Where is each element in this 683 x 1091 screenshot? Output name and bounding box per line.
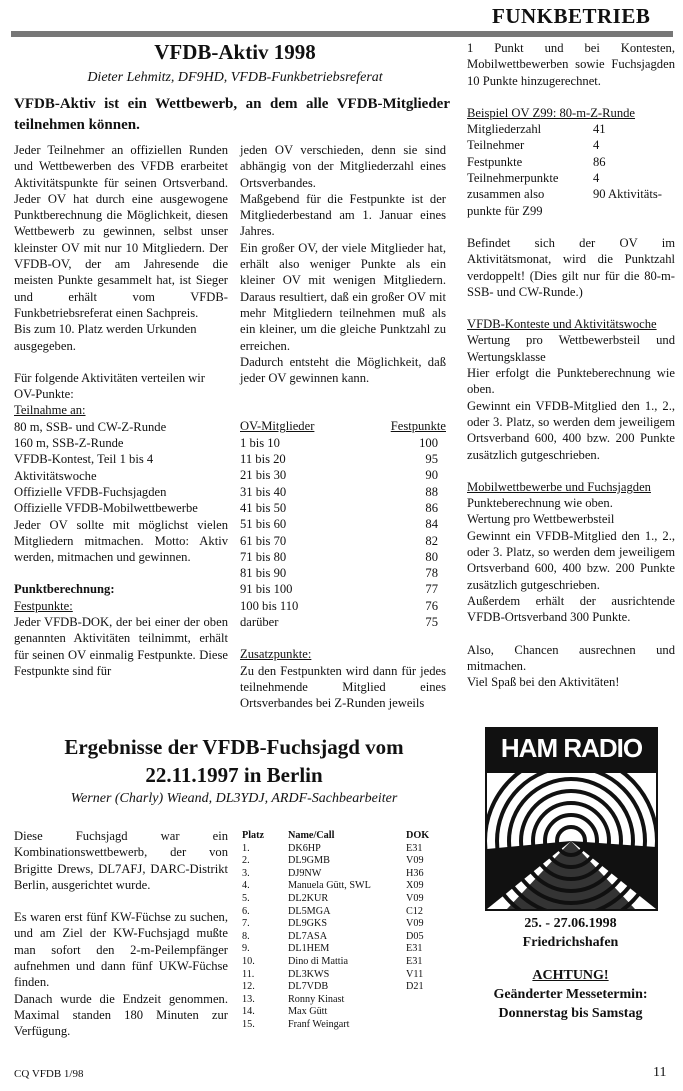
table-row (242, 969, 442, 982)
cell-points: 80 (425, 549, 438, 564)
cell-dok: V09 (406, 892, 424, 904)
results-table (242, 830, 442, 1032)
subheading: VFDB-Konteste und Aktivitätswoche (467, 317, 657, 332)
page-number: 11 (653, 1065, 667, 1080)
table-header-right: Festpunkte (390, 419, 446, 434)
header-name: Name/Call (288, 830, 335, 841)
example-label: Teilnehmerpunkte (467, 171, 559, 186)
table-header-left: OV-Mitglieder (240, 419, 315, 434)
example-value: 41 (593, 122, 606, 137)
cell-points: 76 (425, 598, 438, 613)
article-byline: Dieter Lehmitz, DF9HD, VFDB-Funkbetriebsreferat (87, 70, 383, 85)
table-row (242, 981, 442, 994)
paragraph: Dadurch entsteht die Möglichkeit, daß jeder OV gewinnen kann. (240, 354, 446, 386)
cell-dok: V11 (406, 968, 424, 980)
table-row (242, 855, 442, 868)
cell-place: 2. (242, 855, 250, 867)
table-row (242, 868, 442, 881)
article-lead: VFDB-Aktiv ist ein Wettbewerb, an dem alle VFDB-Mitglieder teilnehmen können. (14, 96, 450, 133)
title-line: 22.11.1997 in Berlin (145, 763, 323, 787)
cell-name: DL7VDB (288, 981, 329, 993)
cell-place: 3. (242, 867, 250, 879)
cell-name: DJ9NW (288, 867, 322, 879)
ad-attention: ACHTUNG! (532, 968, 609, 983)
table-row (240, 500, 446, 516)
cell-points: 90 (425, 468, 438, 483)
article-2-byline: Werner (Charly) Wieand, DL3YDJ, ARDF-Sachbearbeiter (70, 791, 398, 806)
paragraph: Danach wurde die Endzeit genommen. Maximal standen 180 Minuten zur Verfügung. (14, 991, 228, 1039)
article-2-title (14, 733, 454, 789)
activity-list (14, 419, 228, 517)
cell-place: 4. (242, 880, 250, 892)
cell-name: Ronny Kinast (288, 993, 345, 1005)
cell-dok (406, 1019, 442, 1032)
cell-dok: E31 (406, 842, 423, 854)
cell-members: 21 bis 30 (240, 468, 287, 483)
table-row (240, 565, 446, 581)
header-dok: DOK (406, 830, 430, 841)
cell-name: DL7ASA (288, 930, 328, 942)
paragraph: Wertung pro Wettbewerbsteil (467, 512, 615, 527)
example-table (467, 121, 675, 219)
paragraph: Hier erfolgt die Punkteberechnung wie oben. (467, 366, 675, 397)
paragraph: jeden OV verschieden, denn sie sind abhängig von der Mitgliederzahl eines Ortsverbandes. (240, 143, 446, 190)
logo-text: HAM RADIO (500, 733, 643, 763)
cell-place: 13. (242, 993, 255, 1005)
table-row (242, 893, 442, 906)
table-row (240, 484, 446, 500)
cell-name: Manuela Gütt, SWL (288, 880, 371, 892)
example-label: Festpunkte (467, 154, 523, 169)
subheading: Mobilwettbewerbe und Fuchsjagden (467, 479, 651, 494)
cell-points: 77 (425, 582, 438, 597)
paragraph: Befindet sich der OV im Aktivitätsmonat, wird die Punktzahl verdoppelt! (Dies gilt nur für die 80-m-SSB- und CW-Runde.) (467, 235, 675, 299)
cell-dok: D21 (406, 981, 424, 993)
cell-points: 82 (425, 533, 438, 548)
ad-changed: Geänderter Messetermin: (493, 987, 648, 1002)
list-item: Offizielle VFDB-Fuchsjagden (14, 484, 167, 499)
cell-name: DL3KWS (288, 968, 330, 980)
cell-dok (406, 994, 442, 1007)
cell-members: 100 bis 110 (240, 598, 299, 613)
cell-members: 11 bis 20 (240, 452, 286, 467)
table-row (242, 880, 442, 893)
subheading: Punktberechnung: (14, 582, 115, 597)
paragraph: Also, Chancen ausrechnen und mitmachen. (467, 642, 675, 673)
section-header: FUNKBETRIEB (492, 4, 651, 28)
paragraph: Jeder Teilnehmer an offiziellen Runden und Wettbewerben des VFDB erarbeitet Aktivitätspunkte für seinen Ortsverband. Jeder OV hat durch eine ausgewogene Punktberechnung die Möglichkeit, diesen Wettbewerb zu gewinnen, selbst unser kleinster OV mit nur 10 Mitgliedern. Der VFDB-OV, der am Jahresende die meisten Punkte gesammelt hat, ist Sieger und erhält vom VFDB-Funkbetriebsreferat einen Sachpreis. (14, 143, 228, 320)
cell-place: 5. (242, 892, 250, 904)
cell-dok (406, 1006, 442, 1019)
example-label: punkte für Z99 (467, 203, 543, 218)
subheading: Beispiel OV Z99: 80-m-Z-Runde (467, 105, 636, 120)
cell-points: 95 (425, 452, 438, 467)
example-label: zusammen also (467, 187, 545, 202)
paragraph: Wertung pro Wettbewerbsteil und Wertungsklasse (467, 333, 675, 364)
ad-text (468, 914, 673, 1023)
paragraph: Außerdem erhält der ausrichtende VFDB-Ortsverband 300 Punkte. (467, 593, 675, 625)
paragraph: Zu den Festpunkten wird dann für jedes teilnehmende Mitglied eines Ortsverbandes bei Z-Runden jeweils (240, 663, 446, 711)
table-row (240, 614, 446, 630)
cell-name: Max Gütt (288, 1006, 328, 1018)
example-row (467, 154, 675, 170)
cell-points: 78 (425, 566, 438, 581)
cell-name: DL2KUR (288, 892, 329, 904)
table-header (240, 418, 446, 434)
paragraph: Bis zum 10. Platz werden Urkunden ausgegeben. (14, 322, 197, 353)
paragraph: Jeder VFDB-DOK, der bei einer der oben genannten Aktivitäten teilnimmt, erhält für seinen OV einmalig Festpunkte. Diese Festpunkte sind für (14, 615, 228, 678)
paragraph: Punkteberechnung wie oben. (467, 496, 613, 511)
example-value: 4 (593, 171, 600, 186)
example-row (467, 170, 675, 186)
table-row (240, 549, 446, 565)
example-row (467, 121, 675, 137)
cell-dok: X09 (406, 880, 424, 892)
cell-dok: V09 (406, 918, 424, 930)
column-2 (240, 142, 446, 712)
table-row (242, 1019, 442, 1032)
column-1 (14, 142, 228, 679)
subheading: Festpunkte: (14, 598, 73, 613)
header-rule (11, 31, 673, 37)
example-value: 86 (593, 154, 606, 169)
table-row (240, 516, 446, 532)
ham-radio-logo (485, 727, 658, 911)
table-row (240, 451, 446, 467)
cell-place: 9. (242, 943, 250, 955)
table-row (240, 533, 446, 549)
cell-dok: E31 (406, 955, 423, 967)
list-item: 160 m, SSB-Z-Runde (14, 436, 124, 451)
list-item: Aktivitätswoche (14, 468, 97, 483)
cell-members: 61 bis 70 (240, 533, 287, 548)
paragraph: Gewinnt ein VFDB-Mitglied den 1., 2., oder 3. Platz, so werden dem jeweiligem Ortsverband 600, 400 bzw. 200 Punkte zusätzlich gutgeschrieben. (467, 528, 675, 592)
cell-members: 51 bis 60 (240, 517, 287, 532)
cell-name: DL1HEM (288, 943, 330, 955)
list-item: VFDB-Kontest, Teil 1 bis 4 (14, 452, 154, 467)
footer-left: CQ VFDB 1/98 (14, 1068, 84, 1080)
title-line: Ergebnisse der VFDB-Fuchsjagd vom (64, 735, 404, 759)
paragraph: 1 Punkt und bei Kontesten, Mobilwettbewerben sowie Fuchsjagden 10 Punkte hinzugerechnet. (467, 41, 675, 88)
table-row (240, 467, 446, 483)
cell-dok: D05 (406, 930, 424, 942)
cell-place: 15. (242, 1018, 255, 1030)
cell-place: 8. (242, 930, 250, 942)
subheading: Teilnahme an: (14, 403, 86, 418)
article-title: VFDB-Aktiv 1998 (154, 40, 316, 64)
cell-place: 7. (242, 918, 250, 930)
ad-dates: 25. - 27.06.1998 (524, 916, 617, 931)
cell-place: 1. (242, 842, 250, 854)
cell-members: darüber (240, 615, 279, 630)
table-row (240, 581, 446, 597)
header-place: Platz (242, 830, 265, 841)
cell-points: 86 (425, 500, 438, 515)
paragraph: Jeder OV sollte mit möglichst vielen Mitgliedern mitmachen. Motto: Aktiv werden, mitmachen und gewinnen. (14, 517, 228, 565)
table-row (240, 435, 446, 451)
subheading: Zusatzpunkte: (240, 647, 312, 662)
cell-name: DL9GMB (288, 855, 330, 867)
cell-dok: V09 (406, 855, 424, 867)
cell-points: 75 (425, 615, 438, 630)
table-row (242, 956, 442, 969)
paragraph: Gewinnt ein VFDB-Mitglied den 1., 2., oder 3. Platz, so werden dem jeweiligem Ortsverband 600, 400 bzw. 200 Punkte zusätzlich gutgeschrieben. (467, 398, 675, 462)
paragraph: Ein großer OV, der viele Mitglieder hat, erhält also weniger Punkte als ein kleiner OV mit wenigen Mitgliedern. Daraus resultiert, daß ein großer OV mit mehr Mitgliedern teilnehmen muß als ein kleiner, um die gleiche Punktzahl zu erreichen. (240, 240, 446, 353)
cell-points: 88 (425, 484, 438, 499)
cell-name: DK6HP (288, 842, 321, 854)
cell-members: 41 bis 50 (240, 500, 287, 515)
cell-name: Dino di Mattia (288, 955, 348, 967)
table-row (242, 918, 442, 931)
paragraph: Viel Spaß bei den Aktivitäten! (467, 675, 620, 690)
cell-place: 11. (242, 968, 255, 980)
table-row (242, 1006, 442, 1019)
ad-days: Donnerstag bis Samstag (498, 1006, 643, 1021)
cell-members: 91 bis 100 (240, 582, 293, 597)
table-row (240, 598, 446, 614)
table-row (242, 994, 442, 1007)
cell-place: 14. (242, 1006, 255, 1018)
festpunkte-table (240, 435, 446, 631)
article-2-text (14, 828, 228, 1040)
table-row (242, 943, 442, 956)
cell-members: 31 bis 40 (240, 484, 287, 499)
cell-name: DL5MGA (288, 905, 331, 917)
list-item: Offizielle VFDB-Mobilwettbewerbe (14, 501, 198, 516)
paragraph: Diese Fuchsjagd war ein Kombinationswettbewerb, der von Brigitte Drews, DL7AFJ, DARC-Distrikt Berlin, ausgerichtet wurde. (14, 829, 228, 892)
paragraph: Es waren erst fünf KW-Füchse zu suchen, und am Ziel der KW-Fuchsjagd mußte man sofort den 2-m-Peilempfänger aufnehmen und dann fünf UKW-Füchse finden. (14, 910, 228, 990)
cell-dok: H36 (406, 867, 424, 879)
cell-name: DL9GKS (288, 918, 328, 930)
cell-members: 81 bis 90 (240, 566, 287, 581)
column-3 (467, 40, 675, 690)
example-row (467, 203, 675, 219)
table-row (242, 906, 442, 919)
results-header (242, 830, 442, 843)
example-row (467, 186, 675, 202)
paragraph: Für folgende Aktivitäten verteilen wir OV-Punkte: (14, 370, 205, 402)
example-value: 4 (593, 138, 600, 153)
cell-points: 100 (419, 435, 438, 450)
cell-points: 84 (425, 517, 438, 532)
example-label: Teilnehmer (467, 138, 525, 153)
paragraph: Maßgebend für die Festpunkte ist der Mitgliederbestand am 1. Januar eines Jahres. (240, 191, 446, 239)
cell-dok: C12 (406, 905, 423, 917)
cell-dok: E31 (406, 943, 423, 955)
example-label: Mitgliederzahl (467, 122, 542, 137)
table-row (242, 843, 442, 856)
cell-place: 12. (242, 981, 255, 993)
cell-name: Franf Weingart (288, 1018, 350, 1030)
ad-city: Friedrichshafen (522, 935, 619, 950)
cell-place: 10. (242, 955, 255, 967)
cell-members: 71 bis 80 (240, 549, 287, 564)
example-row (467, 137, 675, 153)
cell-place: 6. (242, 905, 250, 917)
list-item: 80 m, SSB- und CW-Z-Runde (14, 419, 167, 434)
example-value: 90 Aktivitäts- (593, 187, 662, 202)
table-row (242, 931, 442, 944)
cell-members: 1 bis 10 (240, 435, 280, 450)
